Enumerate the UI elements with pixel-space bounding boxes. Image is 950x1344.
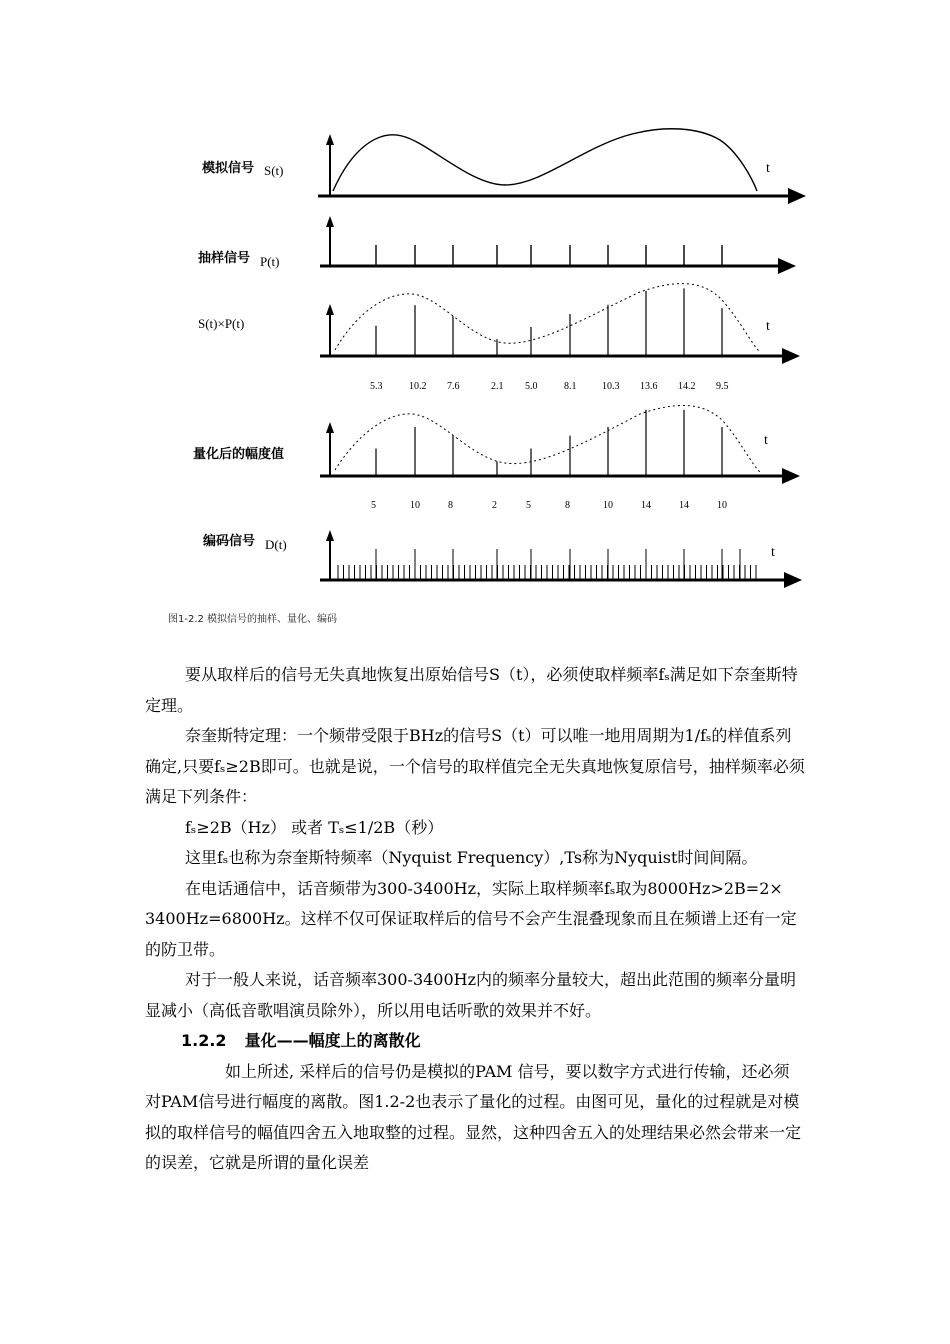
quantized-value: 2 [492, 500, 497, 511]
y-axis-arrow [326, 304, 334, 315]
paragraph: 要从取样后的信号无失真地恢复出原始信号S（t），必须使取样频率fₛ满足如下奈奎斯特定理。 [145, 665, 798, 715]
sample-value: 9.5 [716, 381, 729, 392]
sample-value: 10.3 [602, 381, 620, 392]
code-bits [338, 549, 756, 580]
section-heading [145, 1026, 805, 1057]
quantized-value: 5 [526, 500, 531, 511]
y-axis-arrow [326, 134, 334, 145]
x-axis-arrow [782, 468, 800, 484]
row-quantized [193, 405, 800, 511]
sample-value: 14.2 [678, 381, 696, 392]
quantized-value: 5 [371, 500, 376, 511]
row-label: 编码信号 [203, 534, 256, 549]
y-axis-arrow [326, 530, 334, 541]
body-text [145, 660, 805, 1179]
section-title: 量化——幅度上的离散化 [244, 1031, 421, 1050]
row-label: 量化后的幅度值 [193, 447, 285, 462]
t-label: t [766, 319, 770, 334]
x-axis-arrow [778, 258, 796, 274]
sample-value: 13.6 [640, 381, 658, 392]
row-symbol: S(t) [264, 163, 284, 178]
sample-value: 5.3 [370, 381, 383, 392]
quantized-value: 10 [717, 500, 727, 511]
sampling-figure [0, 0, 950, 640]
quantized-envelope [335, 405, 760, 472]
quantized-value-labels [371, 500, 727, 511]
x-axis-arrow [784, 572, 802, 588]
sample-value: 7.6 [447, 381, 460, 392]
t-label: t [764, 433, 768, 448]
analog-curve [333, 129, 757, 191]
row-symbol: P(t) [260, 254, 280, 269]
row-analog [202, 129, 806, 204]
quantized-value: 8 [565, 500, 570, 511]
formula-line: fₛ≥2B（Hz） 或者 Tₛ≤1/2B（秒） [185, 817, 444, 837]
section-number: 1.2.2 [181, 1031, 227, 1050]
row-symbol: D(t) [265, 537, 287, 552]
row-label: 抽样信号 [198, 251, 251, 266]
paragraph: 如上所述, 采样后的信号仍是模拟的PAM 信号，要以数字方式进行传输，还必须对PAM信号进行幅度的离散。图1.2-2也表示了量化的过程。由图可见，量化的过程就是对模拟的取样信号的幅值四舍五入地取整的过程。显然，这种四舍五入的处理结果必然会带来一定的误差，它就是所谓的量化误差 [145, 1061, 802, 1172]
paragraph: 这里fₛ也称为奈奎斯特频率（Nyquist Frequency）,Ts称为Nyquist时间间隔。 [185, 848, 758, 867]
quantized-value: 14 [641, 500, 651, 511]
sample-value: 10.2 [409, 381, 427, 392]
paragraph: 奈奎斯特定理：一个频带受限于BHz的信号S（t）可以唯一地用周期为1/fₛ的样值系列确定,只要fₛ≥2B即可。也就是说，一个信号的取样值完全无失真地恢复原信号，抽样频率必须满足下列条件： [145, 726, 805, 806]
sample-value: 8.1 [564, 381, 577, 392]
quantized-lines [376, 410, 722, 476]
sampled-envelope [335, 284, 760, 352]
quantized-value: 14 [679, 500, 689, 511]
x-axis-arrow [788, 188, 806, 204]
row-sampling [198, 216, 796, 274]
figure-caption: 图1-2.2 模拟信号的抽样、量化、编码 [168, 614, 338, 625]
sample-value: 2.1 [491, 381, 504, 392]
row-label: 模拟信号 [202, 161, 255, 176]
paragraph: 对于一般人来说，话音频率300-3400Hz内的频率分量较大，超出此范围的频率分量明显减小（高低音歌唱演员除外），所以用电话听歌的效果并不好。 [145, 970, 797, 1020]
pulse-train [376, 245, 722, 266]
y-axis-arrow [326, 216, 334, 227]
quantized-value: 10 [410, 500, 420, 511]
quantized-value: 10 [603, 500, 613, 511]
sample-value-labels [370, 381, 729, 392]
row-product [198, 284, 800, 392]
t-label: t [771, 545, 775, 560]
quantized-value: 8 [448, 500, 453, 511]
row-encoded [203, 530, 802, 588]
sample-value: 5.0 [525, 381, 538, 392]
row-symbol: S(t)×P(t) [198, 316, 245, 331]
t-label: t [766, 161, 770, 176]
y-axis-arrow [326, 422, 334, 433]
x-axis-arrow [782, 348, 800, 364]
paragraph: 在电话通信中，话音频带为300-3400Hz，实际上取样频率fₛ取为8000Hz>2B=2× 3400Hz=6800Hz。这样不仅可保证取样后的信号不会产生混叠现象而且在频谱上还有一定的防卫带。 [145, 878, 797, 959]
